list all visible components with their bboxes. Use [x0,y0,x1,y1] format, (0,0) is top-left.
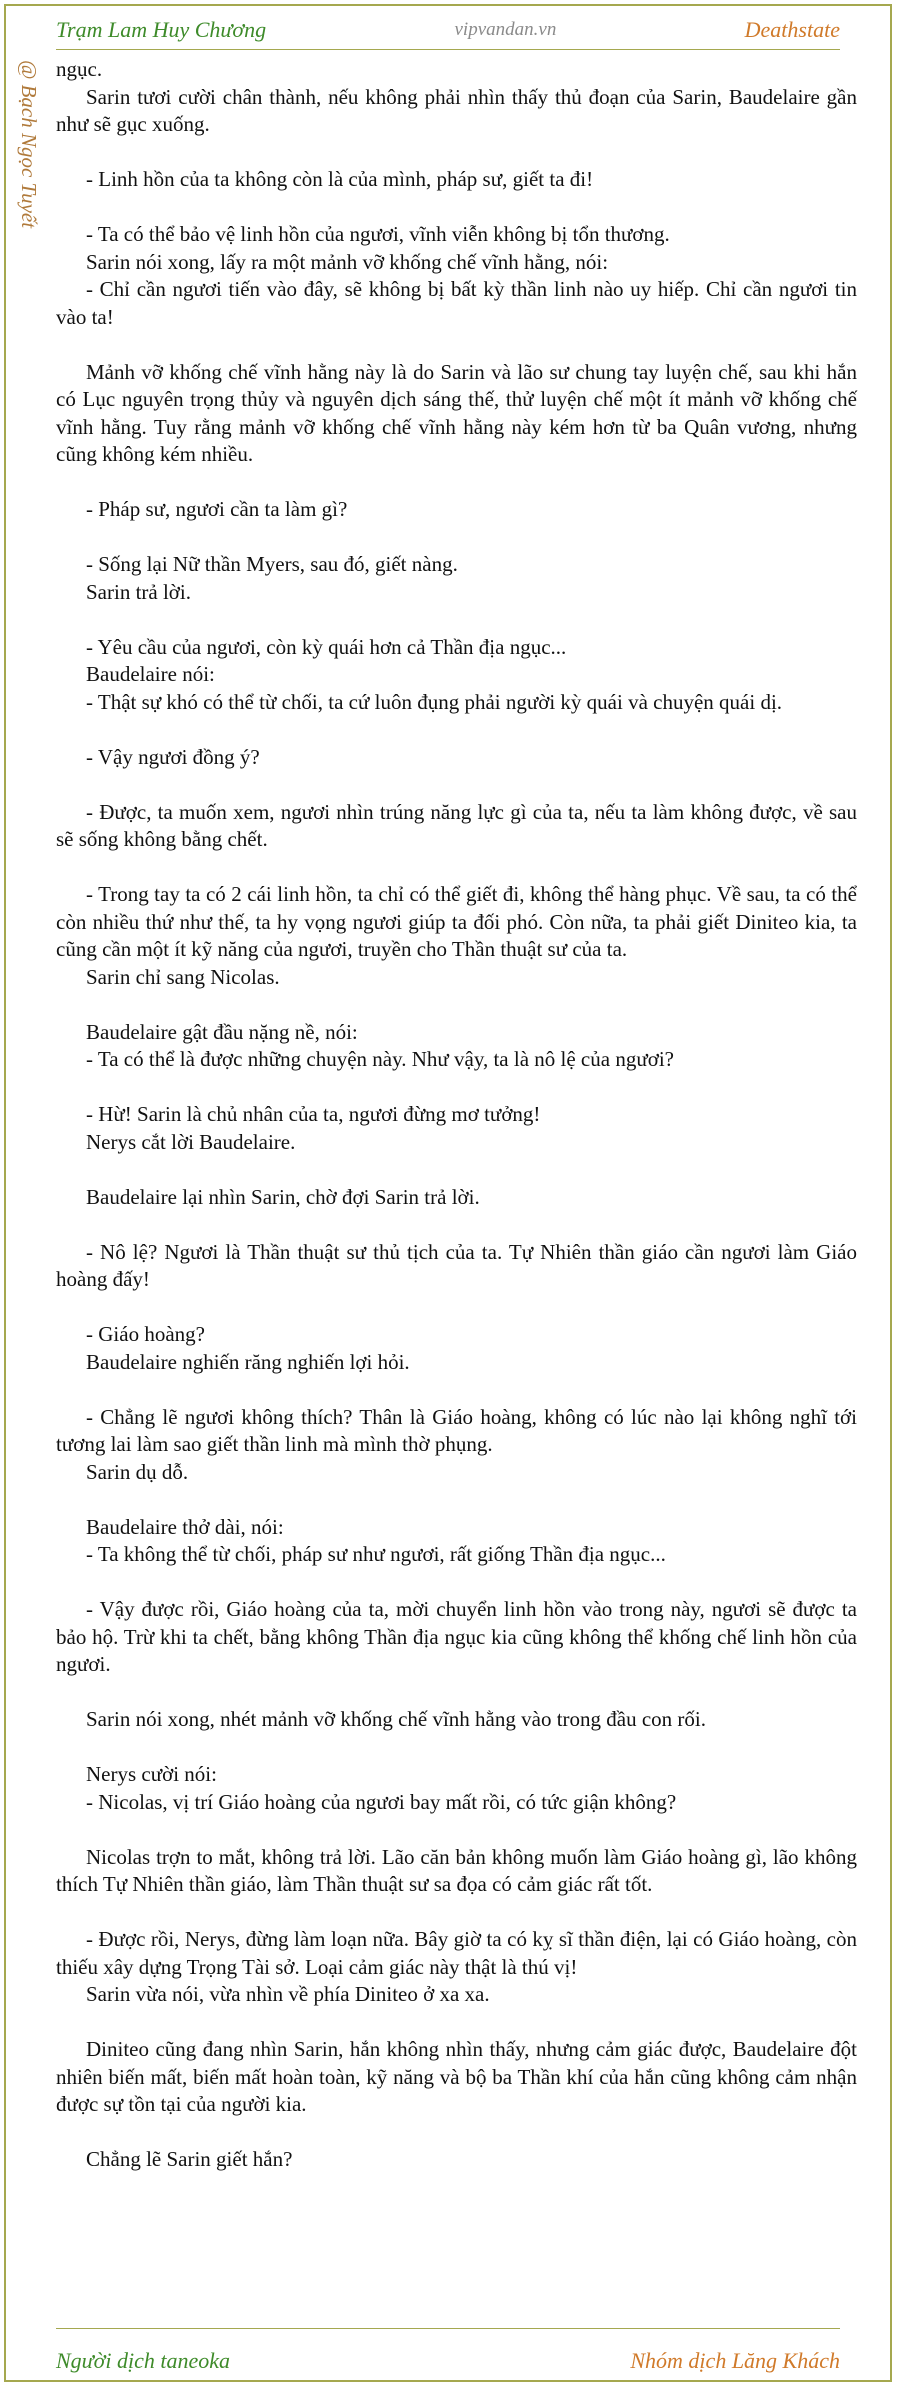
header-book-title: Deathstate [744,17,840,42]
paragraph: - Pháp sư, ngươi cần ta làm gì? [86,497,348,521]
paragraph: - Ta không thể từ chối, pháp sư như ngươi, rất giống Thần địa ngục... [86,1542,666,1566]
footer-group: Nhóm dịch Lăng Khách [630,2348,840,2373]
paragraph-gap [56,991,857,1019]
chapter-text [56,56,857,2174]
footer-divider [56,2328,840,2329]
paragraph: Sarin chỉ sang Nicolas. [86,964,280,989]
paragraph-gap [56,1211,857,1239]
paragraph-gap [56,1569,857,1597]
paragraph-gap [56,331,857,359]
paragraph: - Chỉ cần ngươi tiến vào đây, sẽ không bị bất kỳ thần linh nào uy hiếp. Chỉ cần ngươi tin vào ta! [56,277,857,329]
paragraph: - Hừ! Sarin là chủ nhân của ta, ngươi đừng mơ tưởng! [86,1102,541,1126]
paragraph-gap [56,771,857,799]
paragraph-gap [56,2009,857,2037]
paragraph: Nicolas trợn to mắt, không trả lời. Lão căn bản không muốn làm Giáo hoàng gì, lão không thích Tự Nhiên thần giáo, làm Thần thuật sư sa đọa có cảm giác rất tốt. [56,1844,857,1896]
side-credit: @ Bạch Ngọc Tuyết [17,60,41,229]
paragraph: - Nicolas, vị trí Giáo hoàng của ngươi bay mất rồi, có tức giận không? [86,1789,677,1814]
paragraph: Baudelaire lại nhìn Sarin, chờ đợi Sarin trả lời. [86,1184,480,1209]
paragraph-gap [56,1376,857,1404]
paragraph-gap [56,606,857,634]
paragraph-gap [56,2119,857,2147]
paragraph: - Được rồi, Nerys, đừng làm loạn nữa. Bây giờ ta có kỵ sĩ thần điện, lại có Giáo hoàng, còn thiếu xây dựng Trọng Tài sở. Loại cảm giác này thật là thú vị! [56,1927,857,1979]
paragraph: Baudelaire nghiến răng nghiến lợi hỏi. [86,1349,410,1374]
paragraph: - Vậy được rồi, Giáo hoàng của ta, mời chuyển linh hồn vào trong này, ngươi sẽ được ta bảo hộ. Trừ khi ta chết, bằng không Thần địa ngục kia cũng không thể khống chế linh hồn của ngươi. [56,1597,857,1676]
paragraph-gap [56,194,857,222]
page-frame [4,4,892,2382]
paragraph: Baudelaire gật đầu nặng nề, nói: [86,1019,358,1044]
paragraph-gap [56,1486,857,1514]
paragraph: - Thật sự khó có thể từ chối, ta cứ luôn đụng phải người kỳ quái và chuyện quái dị. [86,689,783,714]
paragraph: - Sống lại Nữ thần Myers, sau đó, giết nàng. [86,552,458,576]
paragraph: ngục. [56,57,103,81]
paragraph: Sarin vừa nói, vừa nhìn về phía Diniteo ở xa xa. [86,1982,490,2006]
paragraph: Sarin nói xong, lấy ra một mảnh vỡ khống chế vĩnh hằng, nói: [86,249,609,274]
paragraph-gap [56,139,857,167]
paragraph: Sarin tươi cười chân thành, nếu không phải nhìn thấy thủ đoạn của Sarin, Baudelaire gần như sẽ gục xuống. [56,84,857,136]
paragraph: Nerys cắt lời Baudelaire. [86,1129,296,1154]
page-header [56,12,840,48]
paragraph-gap [56,524,857,552]
paragraph: - Giáo hoàng? [86,1322,205,1346]
paragraph-gap [56,1734,857,1762]
paragraph: - Trong tay ta có 2 cái linh hồn, ta chỉ có thể giết đi, không thể hàng phục. Về sau, ta có thể còn nhiều thứ như thế, ta hy vọng ngươi giúp ta đối phó. Còn nữa, ta phải giết Diniteo kia, ta cũng cần một ít kỹ năng của ngươi, truyền cho Thần thuật sư của ta. [56,882,857,961]
paragraph-gap [56,716,857,744]
paragraph: - Chẳng lẽ ngươi không thích? Thân là Giáo hoàng, không có lúc nào lại không nghĩ tới tương lai làm sao giết thần linh mà mình thờ phụng. [56,1404,857,1456]
paragraph-gap [56,1899,857,1927]
paragraph: - Nô lệ? Ngươi là Thần thuật sư thủ tịch của ta. Tự Nhiên thần giáo cần ngươi làm Giáo hoàng đấy! [56,1239,857,1291]
paragraph: Nerys cười nói: [86,1762,217,1786]
paragraph: Diniteo cũng đang nhìn Sarin, hắn không nhìn thấy, nhưng cảm giác được, Baudelaire đột nhiên biến mất, biến mất hoàn toàn, kỹ năng và bộ ba Thần khí của hắn cũng không cảm nhận được sự tồn tại của người kia. [56,2037,857,2116]
page-footer [56,2346,840,2376]
paragraph: Sarin nói xong, nhét mảnh vỡ khống chế vĩnh hằng vào trong đầu con rối. [86,1707,706,1731]
paragraph: Mảnh vỡ khống chế vĩnh hằng này là do Sarin và lão sư chung tay luyện chế, sau khi hắn có Lục nguyên trọng thủy và nguyên dịch sáng thế, thử luyện chế một ít mảnh vỡ khống chế vĩnh hằng. Tuy rằng mảnh vỡ khống chế vĩnh hằng này kém hơn từ ba Quân vương, nhưng cũng không kém nhiều. [56,359,857,466]
paragraph: - Được, ta muốn xem, ngươi nhìn trúng năng lực gì của ta, nếu ta làm không được, về sau sẽ sống không bằng chết. [56,799,857,851]
paragraph: - Yêu cầu của ngươi, còn kỳ quái hơn cả Thần địa ngục... [86,634,567,659]
paragraph: Baudelaire nói: [86,662,215,686]
header-site-name: Trạm Lam Huy Chương [56,17,267,42]
paragraph: - Vậy ngươi đồng ý? [86,744,260,769]
header-url[interactable]: vipvandan.vn [454,19,557,40]
paragraph: - Ta có thể là được những chuyện này. Như vậy, ta là nô lệ của ngươi? [86,1047,674,1071]
paragraph: - Ta có thể bảo vệ linh hồn của ngươi, vĩnh viễn không bị tổn thương. [86,222,670,246]
paragraph: Baudelaire thở dài, nói: [86,1514,284,1539]
paragraph: Chẳng lẽ Sarin giết hắn? [86,2147,293,2171]
paragraph-gap [56,854,857,882]
paragraph-gap [56,1294,857,1322]
paragraph: Sarin dụ dỗ. [86,1459,189,1484]
header-divider [56,49,840,50]
paragraph-gap [56,469,857,497]
paragraph-gap [56,1816,857,1844]
paragraph: Sarin trả lời. [86,579,191,604]
footer-translator: Người dịch taneoka [56,2348,231,2373]
paragraph: - Linh hồn của ta không còn là của mình, pháp sư, giết ta đi! [86,167,594,191]
paragraph-gap [56,1679,857,1707]
paragraph-gap [56,1156,857,1184]
paragraph-gap [56,1074,857,1102]
